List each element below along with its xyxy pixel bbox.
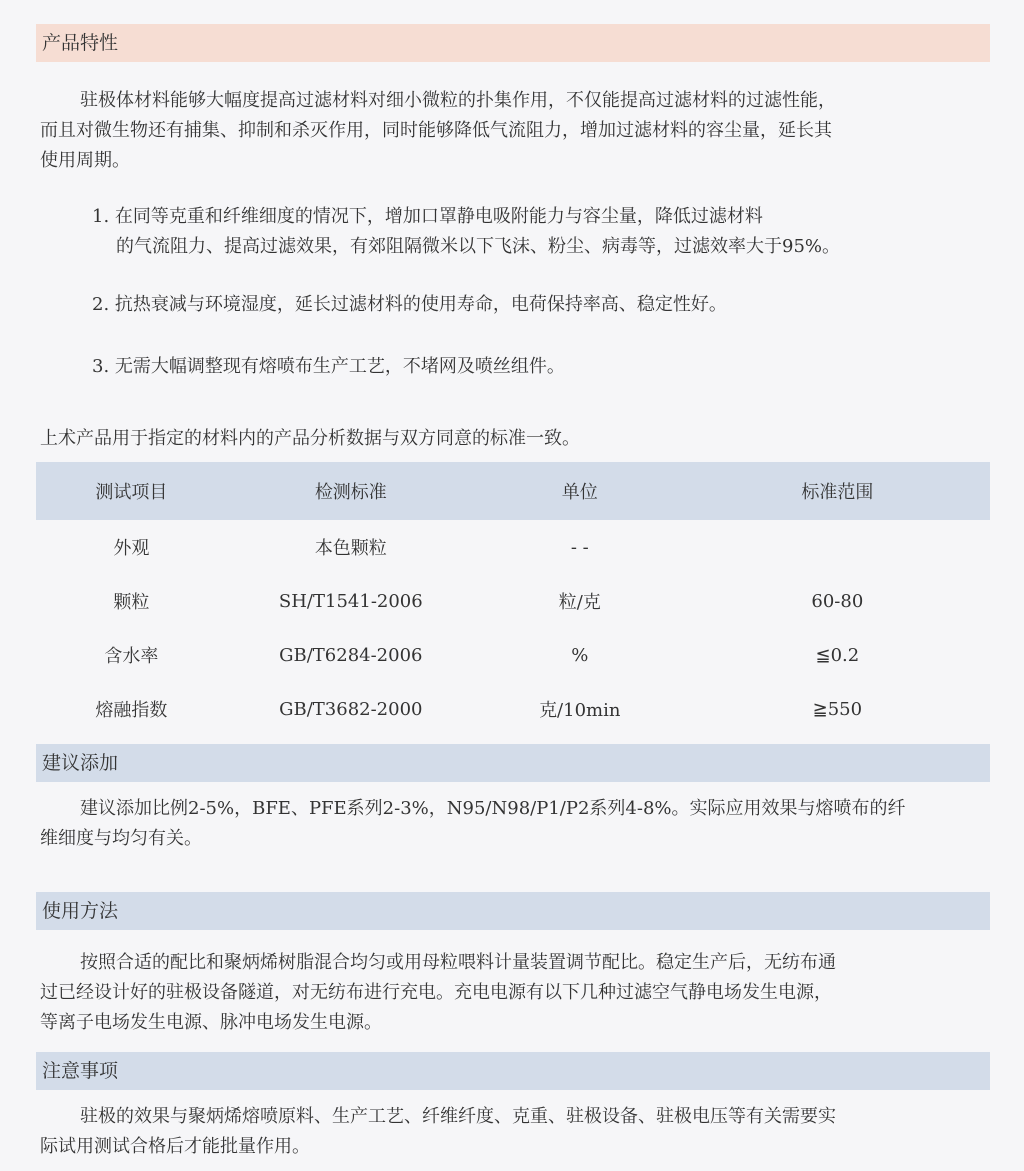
table-header-row xyxy=(36,462,990,520)
table-cell: 颗粒 xyxy=(113,592,150,613)
table-cell: - - xyxy=(570,536,589,558)
table-header: 测试项目 xyxy=(36,462,227,520)
table-cell: ≧550 xyxy=(812,698,863,720)
table-header: 标准范围 xyxy=(685,462,990,520)
table-cell: GB/T3682-2000 xyxy=(279,698,423,720)
features-intro xyxy=(40,86,990,176)
table-cell: 本色颗粒 xyxy=(314,538,387,559)
features-intro-line1: 驻极体材料能够大幅度提高过滤材料对细小微粒的扑集作用，不仅能提高过滤材料的过滤性能， xyxy=(80,90,836,111)
section-title-notes: 注意事项 xyxy=(36,1052,990,1090)
usage-line2: 过已经设计好的驻极设备隧道，对无纺布进行充电。充电电源有以下几种过滤空气静电场发生电源， xyxy=(40,982,832,1003)
feature-item-1 xyxy=(92,202,972,262)
features-intro-line3: 使用周期。 xyxy=(40,150,130,171)
table-header: 检测标准 xyxy=(227,462,475,520)
section-title-usage: 使用方法 xyxy=(36,892,990,930)
table-header: 单位 xyxy=(475,462,685,520)
feature-item-3: 3. 无需大幅调整现有熔喷布生产工艺，不堵网及喷丝组件。 xyxy=(92,356,565,377)
suggestion-line1: 建议添加比例2-5%，BFE、PFE系列2-3%，N95/N98/P1/P2系列4-8%。实际应用效果与熔喷布的纤 xyxy=(80,798,906,819)
table-cell xyxy=(685,520,990,574)
table-row xyxy=(36,628,990,682)
table-cell: 60-80 xyxy=(811,590,864,612)
table-cell: 克/10min xyxy=(539,700,621,721)
table-cell: GB/T6284-2006 xyxy=(279,644,423,666)
table-cell: % xyxy=(571,644,589,666)
suggestion-line2: 维细度与均匀有关。 xyxy=(40,828,202,849)
table-cell: SH/T1541-2006 xyxy=(278,590,423,612)
table-cell: 含水率 xyxy=(104,646,159,667)
table-row xyxy=(36,520,990,574)
section-title-suggestion: 建议添加 xyxy=(36,744,990,782)
table-cell: ≦0.2 xyxy=(815,644,860,666)
feature-item-1-line1: 1. 在同等克重和纤维细度的情况下，增加口罩静电吸附能力与容尘量，降低过滤材料 xyxy=(92,206,763,227)
table-intro: 上术产品用于指定的材料内的产品分析数据与双方同意的标准一致。 xyxy=(40,428,580,449)
spec-table xyxy=(36,462,990,736)
usage-text xyxy=(40,948,990,1038)
table-cell: 外观 xyxy=(113,538,150,559)
feature-item-2: 2. 抗热衰减与环境湿度，延长过滤材料的使用寿命，电荷保持率高、稳定性好。 xyxy=(92,294,727,315)
features-intro-line2: 而且对微生物还有捕集、抑制和杀灭作用，同时能够降低气流阻力，增加过滤材料的容尘量，延长其 xyxy=(40,120,832,141)
usage-line3: 等离子电场发生电源、脉冲电场发生电源。 xyxy=(40,1012,382,1033)
notes-text xyxy=(40,1102,990,1162)
notes-line1: 驻极的效果与聚炳烯熔喷原料、生产工艺、纤维纤度、克重、驻极设备、驻极电压等有关需要实 xyxy=(80,1106,836,1127)
notes-line2: 际试用测试合格后才能批量作用。 xyxy=(40,1136,310,1157)
table-row xyxy=(36,574,990,628)
feature-item-1-line2: 的气流阻力、提高过滤效果，有郊阻隔微米以下飞沫、粉尘、病毒等，过滤效率大于95%。 xyxy=(116,236,841,257)
table-row xyxy=(36,682,990,736)
table-cell: 粒/克 xyxy=(558,592,601,613)
usage-line1: 按照合适的配比和聚炳烯树脂混合均匀或用母粒喂料计量装置调节配比。稳定生产后，无纺布通 xyxy=(80,952,836,973)
section-title-features: 产品特性 xyxy=(36,24,990,62)
suggestion-text xyxy=(40,794,990,854)
table-cell: 熔融指数 xyxy=(95,700,168,721)
